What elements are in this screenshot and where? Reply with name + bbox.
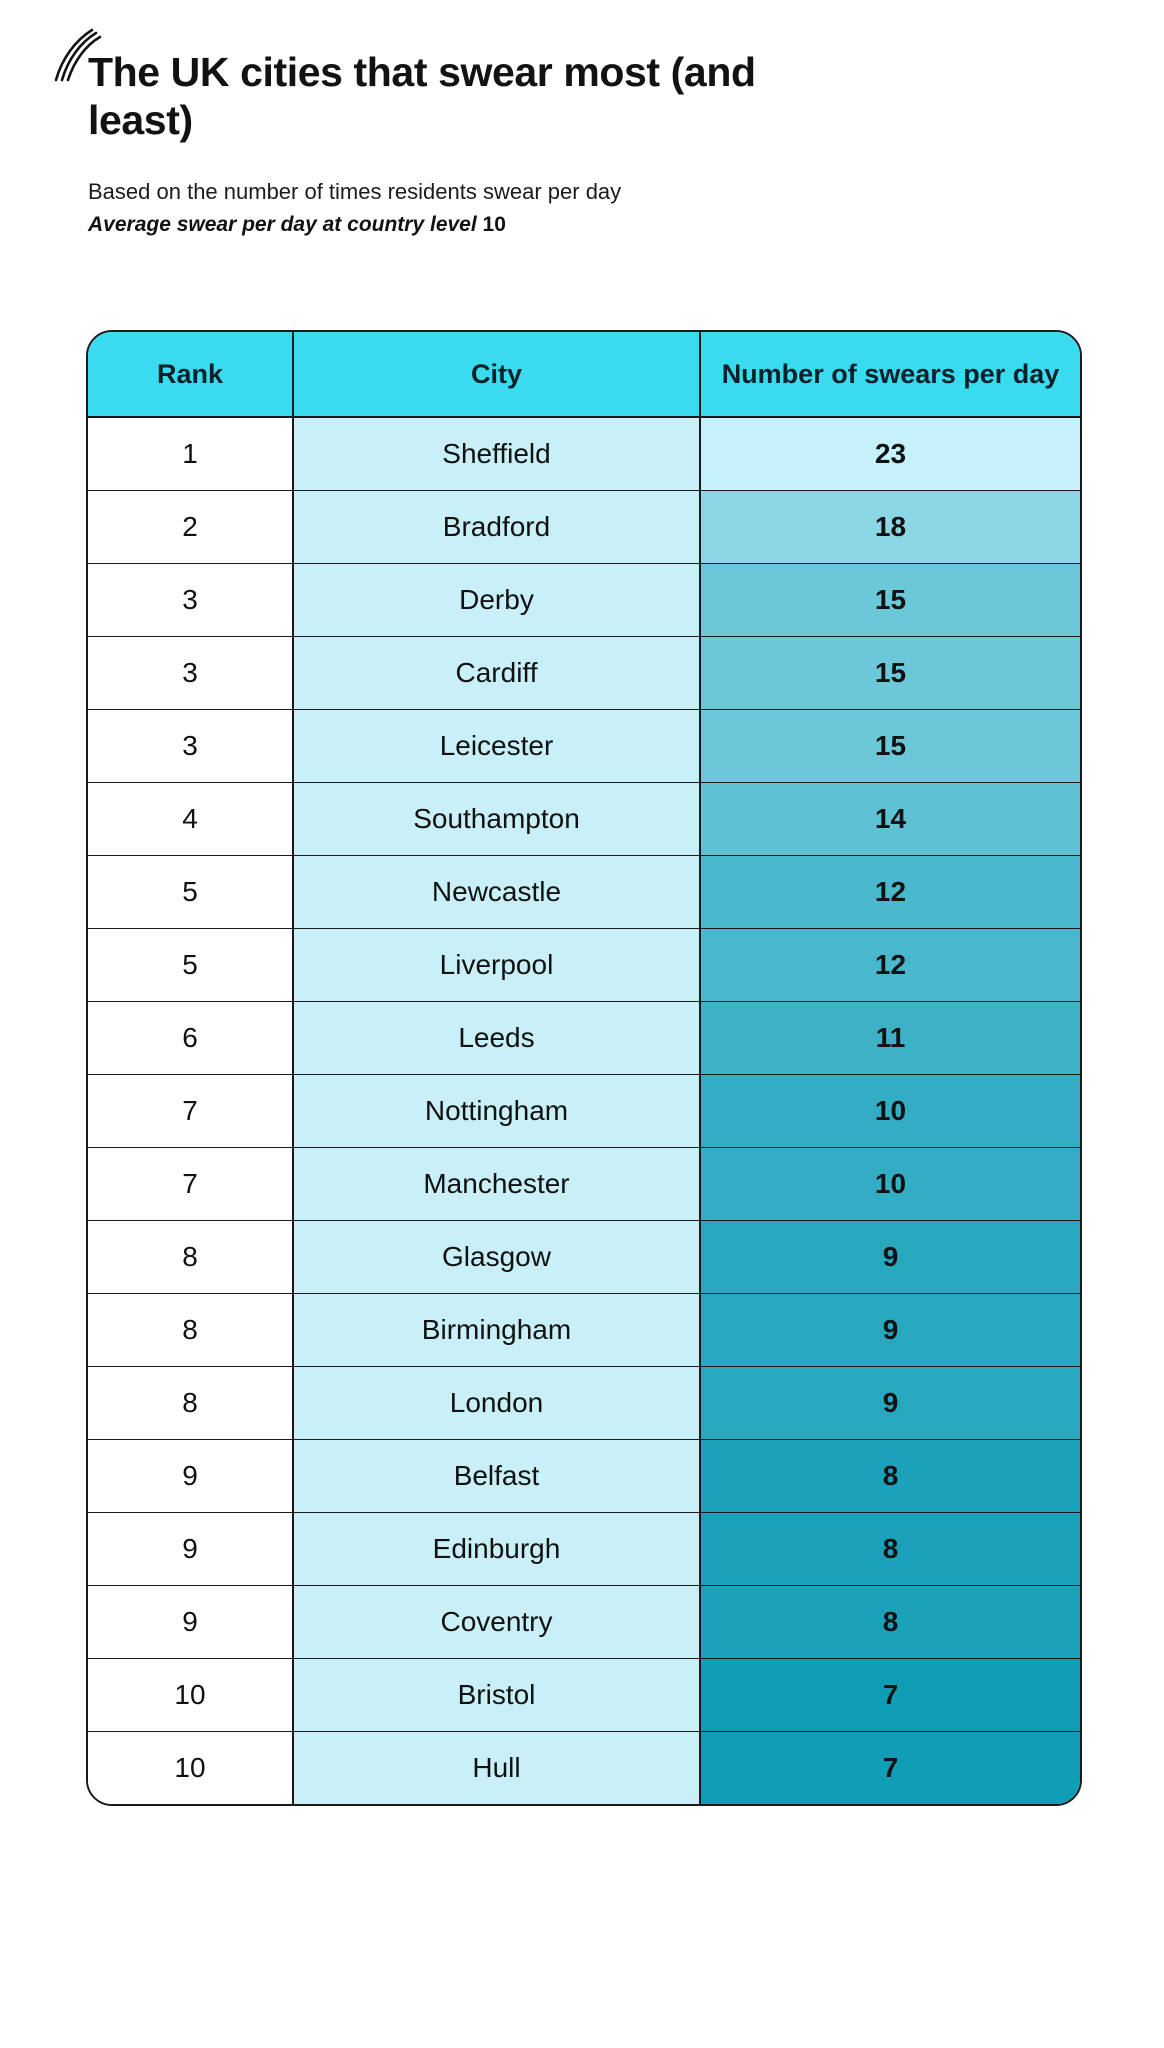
table-row: [88, 783, 1080, 856]
cell-city: Birmingham: [293, 1294, 700, 1367]
table-row: [88, 564, 1080, 637]
cell-swears: 8: [700, 1513, 1080, 1586]
cell-rank: 3: [88, 637, 293, 710]
average-note: [88, 205, 1068, 237]
swear-table-container: [86, 330, 1082, 1806]
cell-city: Southampton: [293, 783, 700, 856]
table-row: [88, 417, 1080, 491]
cell-city: Nottingham: [293, 1075, 700, 1148]
cell-city: Glasgow: [293, 1221, 700, 1294]
table-row: [88, 637, 1080, 710]
cell-swears: 8: [700, 1586, 1080, 1659]
table-row: [88, 1075, 1080, 1148]
cell-swears: 7: [700, 1659, 1080, 1732]
average-note-value: 10: [482, 212, 506, 236]
cell-rank: 8: [88, 1221, 293, 1294]
table-row: [88, 1586, 1080, 1659]
cell-swears: 10: [700, 1075, 1080, 1148]
table-row: [88, 1732, 1080, 1805]
cell-swears: 11: [700, 1002, 1080, 1075]
cell-rank: 8: [88, 1367, 293, 1440]
column-header-swears: Number of swears per day: [700, 332, 1080, 417]
table-row: [88, 491, 1080, 564]
cell-city: London: [293, 1367, 700, 1440]
header: [88, 18, 1068, 237]
table-row: [88, 1367, 1080, 1440]
cell-city: Hull: [293, 1732, 700, 1805]
cell-city: Newcastle: [293, 856, 700, 929]
cell-rank: 6: [88, 1002, 293, 1075]
cell-swears: 8: [700, 1440, 1080, 1513]
cell-rank: 8: [88, 1294, 293, 1367]
cell-city: Bristol: [293, 1659, 700, 1732]
table-body: [88, 417, 1080, 1804]
cell-swears: 9: [700, 1367, 1080, 1440]
table-row: [88, 710, 1080, 783]
cell-rank: 5: [88, 929, 293, 1002]
cell-swears: 15: [700, 637, 1080, 710]
table-row: [88, 1513, 1080, 1586]
cell-swears: 12: [700, 929, 1080, 1002]
swear-table: [88, 332, 1080, 1804]
cell-rank: 1: [88, 417, 293, 491]
table-row: [88, 1294, 1080, 1367]
cell-rank: 3: [88, 564, 293, 637]
table-row: [88, 1148, 1080, 1221]
cell-swears: 18: [700, 491, 1080, 564]
cell-swears: 12: [700, 856, 1080, 929]
cell-rank: 4: [88, 783, 293, 856]
cell-swears: 15: [700, 710, 1080, 783]
cell-rank: 3: [88, 710, 293, 783]
column-header-rank: Rank: [88, 332, 293, 417]
cell-city: Bradford: [293, 491, 700, 564]
cell-city: Liverpool: [293, 929, 700, 1002]
cell-rank: 7: [88, 1075, 293, 1148]
cell-city: Edinburgh: [293, 1513, 700, 1586]
cell-swears: 9: [700, 1221, 1080, 1294]
table-header: [88, 332, 1080, 417]
cell-rank: 7: [88, 1148, 293, 1221]
cell-rank: 9: [88, 1513, 293, 1586]
table-row: [88, 1002, 1080, 1075]
cell-swears: 10: [700, 1148, 1080, 1221]
column-header-city: City: [293, 332, 700, 417]
table-row: [88, 929, 1080, 1002]
cell-swears: 15: [700, 564, 1080, 637]
table-header-row: [88, 332, 1080, 417]
cell-city: Manchester: [293, 1148, 700, 1221]
cell-swears: 14: [700, 783, 1080, 856]
table-row: [88, 1440, 1080, 1513]
cell-rank: 9: [88, 1586, 293, 1659]
cell-city: Cardiff: [293, 637, 700, 710]
table-row: [88, 856, 1080, 929]
cell-city: Belfast: [293, 1440, 700, 1513]
cell-rank: 10: [88, 1732, 293, 1805]
cell-swears: 9: [700, 1294, 1080, 1367]
average-note-label: Average swear per day at country level: [88, 212, 477, 236]
cell-swears: 7: [700, 1732, 1080, 1805]
table-row: [88, 1659, 1080, 1732]
cell-city: Leicester: [293, 710, 700, 783]
cell-city: Sheffield: [293, 417, 700, 491]
cell-rank: 9: [88, 1440, 293, 1513]
cell-rank: 10: [88, 1659, 293, 1732]
cell-rank: 5: [88, 856, 293, 929]
table-row: [88, 1221, 1080, 1294]
cell-city: Coventry: [293, 1586, 700, 1659]
cell-rank: 2: [88, 491, 293, 564]
cell-swears: 23: [700, 417, 1080, 491]
page-subtitle: Based on the number of times residents swear per day: [88, 178, 622, 204]
cell-city: Leeds: [293, 1002, 700, 1075]
cell-city: Derby: [293, 564, 700, 637]
page-title: The UK cities that swear most (and least): [88, 49, 756, 144]
